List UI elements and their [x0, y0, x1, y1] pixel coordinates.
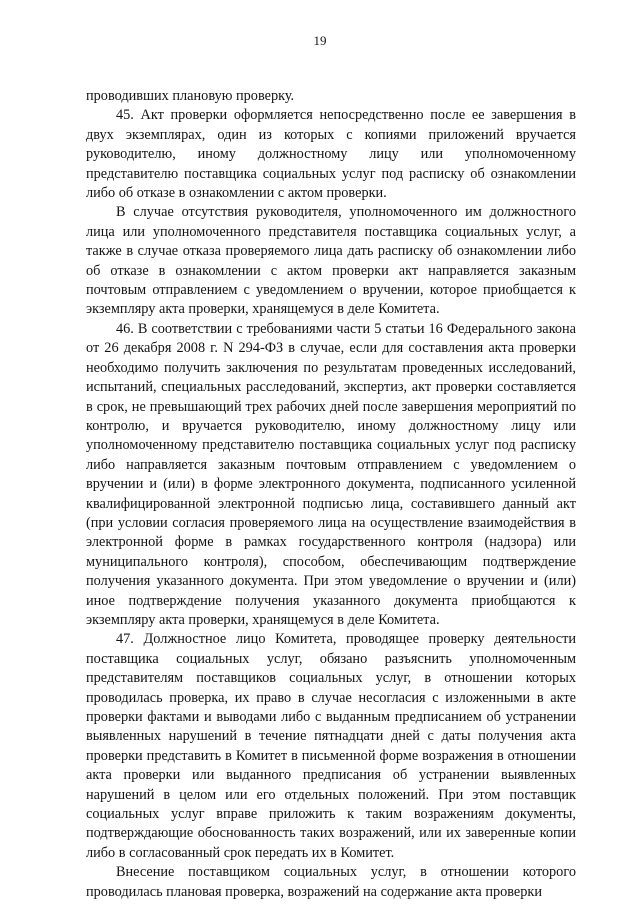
paragraph-45-absence: В случае отсутствия руководителя, уполномоченного им должностного лица или уполномоченного представителя поставщика социальных услуг, а также в случае отказа проверяемого лица дать расписку об ознакомлении либо об отказе в ознакомлении с актом проверки акт направляется заказным почтовым отправлением с уведомлением о вручении, которое приобщается к экземпляру акта проверки, хранящемуся в деле Комитета.: [86, 204, 576, 318]
paragraph-47: 47. Должностное лицо Комитета, проводящее проверку деятельности поставщика социальных услуг, обязано разъяснить уполномоченным представителям поставщиков социальных услуг, в отношении которых проводилась проверка, их право в случае несогласия с изложенными в акте проверки фактами и выводами либо с выданным предписанием об устранении выявленных нарушений в течение пятнадцати дней с даты получения акта проверки представить в Комитет в письменной форме возражения в отношении акта проверки или выданного предписания об устранении выявленных нарушений в целом или его отдельных положений. При этом поставщик социальных услуг вправе приложить к таким возражениям документы, подтверждающие обоснованность таких возражений, или их заверенные копии либо в согласованный срок передать их в Комитет.: [86, 631, 576, 861]
document-body: [86, 87, 576, 902]
paragraph-46: 46. В соответствии с требованиями части 5 статьи 16 Федерального закона от 26 декабря 2008 г. N 294-ФЗ в случае, если для составления акта проверки необходимо получить заключения по результатам проведенных исследований, испытаний, специальных расследований, экспертиз, акт проверки составляется в срок, не превышающий трех рабочих дней после завершения мероприятий по контролю, и вручается руководителю, иному должностному лицу или уполномоченному представителю поставщика социальных услуг под расписку либо направляется заказным почтовым отправлением с уведомлением о вручении и (или) в форме электронного документа, подписанного усиленной квалифицированной электронной подписью лица, составившего данный акт (при условии согласия проверяемого лица на осуществление взаимодействия в электронной форме в рамках государственного контроля (надзора) или муниципального контроля), способом, обеспечивающим подтверждение получения указанного документа. При этом уведомление о вручении и (или) иное подтверждение получения указанного документа приобщаются к экземпляру акта проверки, хранящемуся в деле Комитета.: [86, 320, 576, 628]
paragraph-continuation: проводивших плановую проверку.: [86, 88, 295, 104]
paragraph-45: 45. Акт проверки оформляется непосредственно после ее завершения в двух экземплярах, один из которых с копиями приложений вручается руководителю, иному должностному лицу или уполномоченному представителю поставщика социальных услуг под расписку об ознакомлении либо об отказе в ознакомлении с актом проверки.: [86, 107, 576, 202]
paragraph-47-objections: Внесение поставщиком социальных услуг, в отношении которого проводилась плановая проверка, возражений на содержание акта проверки: [86, 864, 576, 900]
page-number: 19: [313, 33, 327, 48]
